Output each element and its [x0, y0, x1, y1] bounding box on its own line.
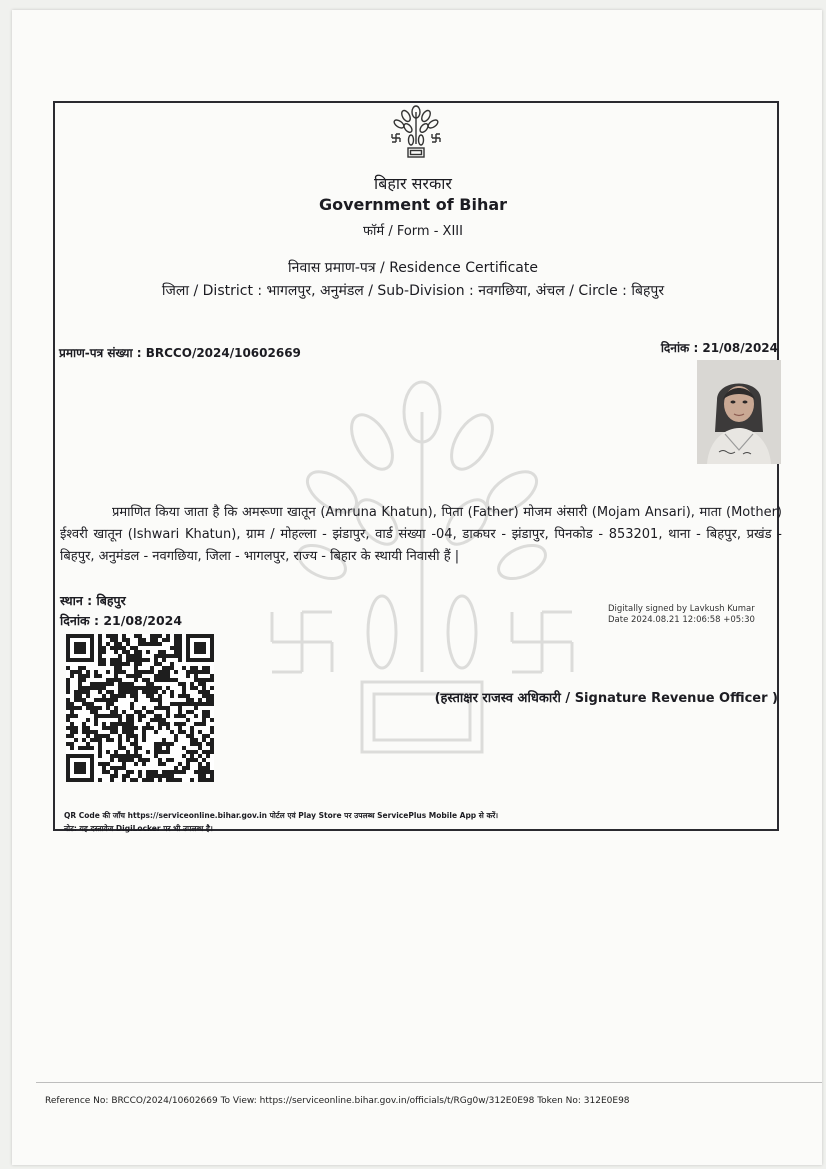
digilocker-note: नोट: यह दस्तावेज DigiLocker पर भी उपलब्ध है। [64, 824, 213, 833]
signature-label: (हस्ताक्षर राजस्व अधिकारी / Signature Revenue Officer ) [434, 691, 778, 706]
government-name-english: Government of Bihar [318, 195, 508, 214]
government-name-hindi: बिहार सरकार [374, 174, 452, 193]
digital-signature [608, 604, 755, 626]
digital-signature-date: Date 2024.08.21 12:06:58 +05:30 [608, 615, 755, 625]
digital-signature-signer: Digitally signed by Lavkush Kumar [608, 604, 755, 614]
certificate-title: निवास प्रमाण-पत्र / Residence Certificate [288, 260, 538, 276]
applicant-photo [697, 360, 781, 464]
certificate-body: प्रमाणित किया जाता है कि अमरूणा खातून (Amruna Khatun), पिता (Father) मोजम अंसारी (Mojam Ansari), माता (Mother) ईश्वरी खातून (Ishwari Khatun), ग्राम / मोहल्ला - झंडापुर, वार्ड संख्या -04, डाकघर - झंडापुर, पिनकोड - 853201, थाना - बिहपुर, प्रखंड - बिहपुर, अनुमंडल - नवगछिया, जिला - भागलपुर, राज्य - बिहार के स्थायी निवासी हैं | [60, 505, 782, 564]
watermark-emblem-icon [262, 372, 582, 812]
certificate-date: दिनांक : 21/08/2024 [660, 341, 778, 355]
form-number: फॉर्म / Form - XIII [363, 224, 463, 239]
footer-divider [36, 1082, 822, 1083]
bihar-emblem-icon [386, 104, 446, 170]
reference-footer: Reference No: BRCCO/2024/10602669 To View: https://serviceonline.bihar.gov.in/officials/t/RGg0w/312E0E98 Token No: 312E0E98 [45, 1096, 630, 1106]
qr-verification-note: QR Code की जाँच https://serviceonline.bihar.gov.in पोर्टल एवं Play Store पर उपलब्ध ServicePlus Mobile App से करें। [64, 811, 499, 820]
certificate-number: प्रमाण-पत्र संख्या : BRCCO/2024/10602669 [59, 346, 301, 360]
district-line: जिला / District : भागलपुर, अनुमंडल / Sub-Division : नवगछिया, अंचल / Circle : बिहपुर [161, 283, 665, 299]
qr-code[interactable] [66, 634, 214, 782]
issue-place: स्थान : बिहपुर [60, 593, 126, 608]
person-photo-icon [697, 360, 781, 464]
issue-date: दिनांक : 21/08/2024 [60, 613, 183, 628]
